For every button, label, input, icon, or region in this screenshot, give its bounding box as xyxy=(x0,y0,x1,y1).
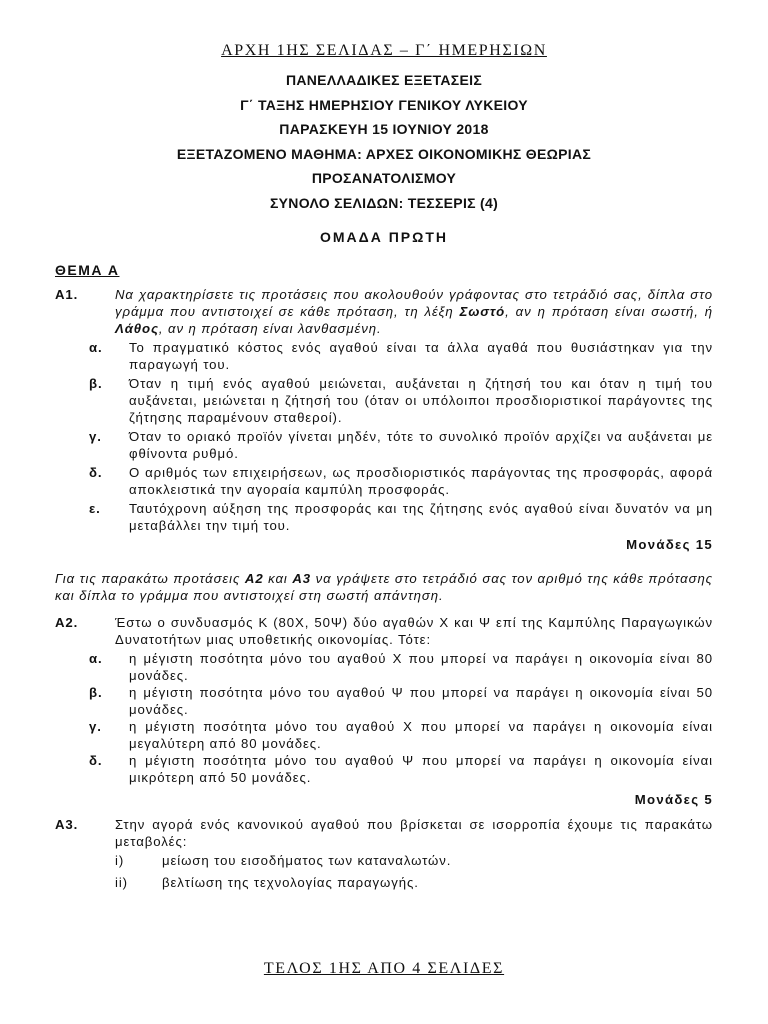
question-number: Α1. xyxy=(55,287,79,302)
option-text: η μέγιστη ποσότητα μόνο του αγαθού Ψ που μπορεί να παράγει η οικονομία είναι μικρότερη από 50 μονάδες. xyxy=(129,753,713,785)
question-number: Α3. xyxy=(55,817,79,832)
statement-text: Όταν το οριακό προϊόν γίνεται μηδέν, τότε το συνολικό προϊόν αρχίζει να αυξάνεται με φθίνοντα ρυθμό. xyxy=(129,429,713,461)
exam-subject: ΕΞΕΤΑΖΟΜΕΝΟ ΜΑΘΗΜΑ: ΑΡΧΕΣ ΟΙΚΟΝΟΜΙΚΗΣ ΘΕΩΡΙΑΣ xyxy=(176,145,592,162)
question-a2-stem: Έστω ο συνδυασμός Κ (80Χ, 50Ψ) δύο αγαθών Χ και Ψ επί της Καμπύλης Παραγωγικών Δυνατοτήτων μιας υποθετικής οικονομίας. Τότε: xyxy=(115,615,713,647)
question-a2 xyxy=(55,614,713,648)
option-letter: α. xyxy=(89,651,103,666)
instruction-text: Για τις παρακάτω προτάσεις xyxy=(55,571,245,586)
change-text: μείωση του εισοδήματος των καταναλωτών. xyxy=(162,853,452,868)
page-footer: ΤΕΛΟΣ 1ΗΣ ΑΠΟ 4 ΣΕΛΙΔΕΣ xyxy=(263,960,505,977)
statement-text: Ο αριθμός των επιχειρήσεων, ως προσδιοριστικός παράγοντας της προσφοράς, αφορά αποκλειστικά την αγοραία καμπύλη προσφοράς. xyxy=(129,465,713,497)
question-a1-instructions xyxy=(115,286,713,337)
change-item xyxy=(115,852,713,869)
statement xyxy=(55,500,713,534)
instructions-a2-a3 xyxy=(55,570,713,604)
exam-date: ΠΑΡΑΣΚΕΥΗ 15 ΙΟΥΝΙΟΥ 2018 xyxy=(279,121,489,138)
question-a3 xyxy=(55,816,713,850)
statement-text: Το πραγματικό κόστος ενός αγαθού είναι τα άλλα αγαθά που θυσιάστηκαν για την παραγωγή του. xyxy=(129,340,713,372)
statement-letter: α. xyxy=(89,340,103,355)
statement xyxy=(55,464,713,498)
question-a1 xyxy=(55,286,713,337)
statement xyxy=(55,339,713,373)
change-text: βελτίωση της τεχνολογίας παραγωγής. xyxy=(162,875,419,890)
option-text: η μέγιστη ποσότητα μόνο του αγαθού Ψ που μπορεί να παράγει η οικονομία είναι 50 μονάδες. xyxy=(129,685,713,717)
word-false: Λάθος xyxy=(115,321,159,336)
instruction-text: , αν η πρόταση είναι λανθασμένη. xyxy=(158,321,382,336)
change-number: i) xyxy=(115,853,125,868)
instruction-text: να γράψετε στο τετράδιό σας τον αριθμό της κάθε πρότασης και δίπλα το γράμμα που αντιστοιχεί στη σωστή απάντηση. xyxy=(55,571,713,603)
option xyxy=(55,752,713,786)
option xyxy=(55,718,713,752)
change-item xyxy=(115,874,713,891)
statement-letter: γ. xyxy=(89,429,102,444)
marks-a2: Μονάδες 5 xyxy=(634,792,713,807)
topic-title: ΘΕΜΑ Α xyxy=(55,262,120,278)
exam-title: ΠΑΝΕΛΛΑΔΙΚΕΣ ΕΞΕΤΑΣΕΙΣ xyxy=(285,72,483,88)
a2-options xyxy=(55,650,713,786)
word-true: Σωστό xyxy=(459,304,506,319)
exam-class: Γ΄ ΤΑΞΗΣ ΗΜΕΡΗΣΙΟΥ ΓΕΝΙΚΟΥ ΛΥΚΕΙΟΥ xyxy=(240,96,528,113)
exam-subject-cont: ΠΡΟΣΑΝΑΤΟΛΙΣΜΟΥ xyxy=(311,170,457,187)
option xyxy=(55,650,713,684)
exam-info xyxy=(0,68,768,216)
statement-letter: β. xyxy=(89,376,103,391)
group-title: ΟΜΑΔΑ ΠΡΩΤΗ xyxy=(319,229,449,245)
question-number: Α2. xyxy=(55,615,79,630)
page-header: ΑΡΧΗ 1ΗΣ ΣΕΛΙΔΑΣ – Γ΄ ΗΜΕΡΗΣΙΩΝ xyxy=(221,42,547,59)
change-number: ii) xyxy=(115,875,128,890)
option-text: η μέγιστη ποσότητα μόνο του αγαθού Χ που μπορεί να παράγει η οικονομία είναι 80 μονάδες. xyxy=(129,651,713,683)
statement-letter: ε. xyxy=(89,501,101,516)
statement-letter: δ. xyxy=(89,465,103,480)
statement-text: Όταν η τιμή ενός αγαθού μειώνεται, αυξάνεται η ζήτησή του και όταν η τιμή του αυξάνεται, μειώνεται η ζήτησή του (όταν οι υπόλοιποι προσδιοριστικοί παράγοντες της ζήτησης παραμένουν σταθεροί). xyxy=(129,376,713,425)
instruction-text: Να χαρακτηρίσετε τις προτάσεις που ακολουθούν γράφοντας στο τετράδιό σας, δίπλα στο γράμμα που αντιστοιχεί σε κάθε πρόταση, τη λέξη xyxy=(115,287,713,319)
a1-statements xyxy=(55,339,713,534)
instruction-text: , αν η πρόταση είναι σωστή, ή xyxy=(505,304,713,319)
option-letter: γ. xyxy=(89,719,102,734)
marks-a1: Μονάδες 15 xyxy=(626,537,713,552)
ref-a3: Α3 xyxy=(292,571,312,586)
question-a3-stem: Στην αγορά ενός κανονικού αγαθού που βρίσκεται σε ισορροπία έχουμε τις παρακάτω μεταβολές: xyxy=(115,817,713,849)
option-letter: β. xyxy=(89,685,103,700)
statement-text: Ταυτόχρονη αύξηση της προσφοράς και της ζήτησης ενός αγαθού είναι δυνατόν να μη μεταβάλλει την τιμή του. xyxy=(129,501,713,533)
statement xyxy=(55,375,713,426)
option-letter: δ. xyxy=(89,753,103,768)
option-text: η μέγιστη ποσότητα μόνο του αγαθού Χ που μπορεί να παράγει η οικονομία είναι μεγαλύτερη από 80 μονάδες. xyxy=(129,719,713,751)
option xyxy=(55,684,713,718)
statement xyxy=(55,428,713,462)
questions-content xyxy=(55,286,713,896)
instruction-text: και xyxy=(263,571,293,586)
a3-changes xyxy=(115,852,713,891)
exam-page-count: ΣΥΝΟΛΟ ΣΕΛΙΔΩΝ: ΤΕΣΣΕΡΙΣ (4) xyxy=(269,194,499,211)
ref-a2: Α2 xyxy=(244,571,264,586)
